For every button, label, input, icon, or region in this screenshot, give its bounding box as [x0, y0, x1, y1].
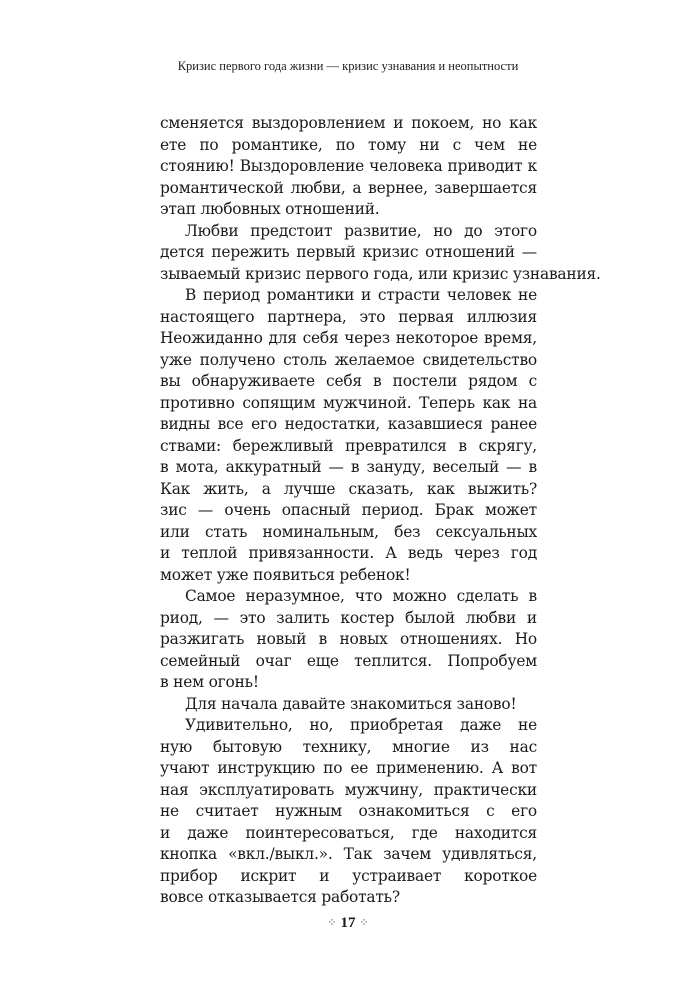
text-line: прибор искрит и устраивает короткое	[160, 866, 537, 885]
text-line: семейный очаг еще теплится. Попробуем	[160, 651, 537, 670]
paragraph	[160, 586, 537, 694]
text-line: В период романтики и страсти человек не	[185, 286, 537, 304]
text-line: Удивительно, но, приобретая даже не	[185, 716, 537, 734]
text-line: стоянию! Выздоровление человека приводит к	[160, 157, 537, 175]
text-line: и теплой привязанности. А ведь через год	[160, 544, 537, 562]
text-line: видны все его недостатки, казавшиеся ранее	[160, 415, 537, 433]
ornament-left-icon: ⁘	[327, 917, 337, 929]
text-line: риод, — это залить костер былой любви и	[160, 608, 537, 627]
text-line: этап любовных отношений.	[160, 200, 380, 218]
paragraph	[160, 221, 601, 286]
text-line: ете по романтике, по тому ни с чем не	[160, 135, 537, 154]
text-line: уже получено столь желаемое свидетельство	[160, 350, 537, 369]
text-line: вы обнаруживаете себя в постели рядом с	[160, 372, 537, 390]
body-text	[160, 113, 601, 909]
text-line: не считает нужным ознакомиться с его	[160, 802, 537, 820]
text-line: в нем огонь!	[160, 673, 259, 691]
text-line: ствами: бережливый превратился в скрягу,	[160, 436, 537, 455]
paragraph	[160, 715, 537, 909]
text-line: ную бытовую технику, многие из нас	[160, 737, 537, 756]
paragraph	[160, 694, 537, 716]
text-line: Для начала давайте знакомиться заново!	[185, 694, 517, 713]
text-line: Любви предстоит развитие, но до этого	[185, 221, 537, 240]
page-folio	[0, 915, 696, 932]
text-line: настоящего партнера, это первая иллюзия	[160, 307, 537, 326]
text-line: может уже появиться ребенок!	[160, 565, 411, 584]
text-line: Самое неразумное, что можно сделать в	[185, 587, 537, 605]
text-line: Неожиданно для себя через некоторое время,	[160, 329, 537, 347]
text-line: сменяется выздоровлением и покоем, но как	[160, 114, 537, 132]
text-line: Как жить, а лучше сказать, как выжить?	[160, 479, 537, 498]
text-line: дется пережить первый кризис отношений —	[160, 243, 537, 261]
paragraph	[160, 113, 537, 221]
text-line: разжигать новый в новых отношениях. Но	[160, 630, 537, 648]
running-header: Кризис первого года жизни — кризис узнавания и неопытности	[177, 59, 519, 73]
page-number: 17	[340, 915, 356, 931]
ornament-right-icon: ⁘	[359, 917, 369, 929]
text-line: и даже поинтересоваться, где находится	[160, 823, 537, 842]
text-line: зываемый кризис первого года, или кризис узнавания.	[160, 264, 601, 283]
text-line: кнопка «вкл./выкл.». Так зачем удивляться,	[160, 845, 537, 863]
text-line: зис — очень опасный период. Брак может	[160, 501, 537, 519]
text-line: или стать номинальным, без сексуальных	[160, 522, 537, 541]
text-line: противно сопящим мужчиной. Теперь как на	[160, 393, 537, 412]
text-line: романтической любви, а вернее, завершается	[160, 178, 537, 197]
text-line: в мота, аккуратный — в зануду, веселый — в	[160, 458, 537, 476]
paragraph	[160, 285, 537, 586]
text-line: вовсе отказывается работать?	[160, 888, 400, 906]
text-line: учают инструкцию по ее применению. А вот	[160, 759, 537, 777]
text-line: ная эксплуатировать мужчину, практически	[160, 780, 537, 799]
